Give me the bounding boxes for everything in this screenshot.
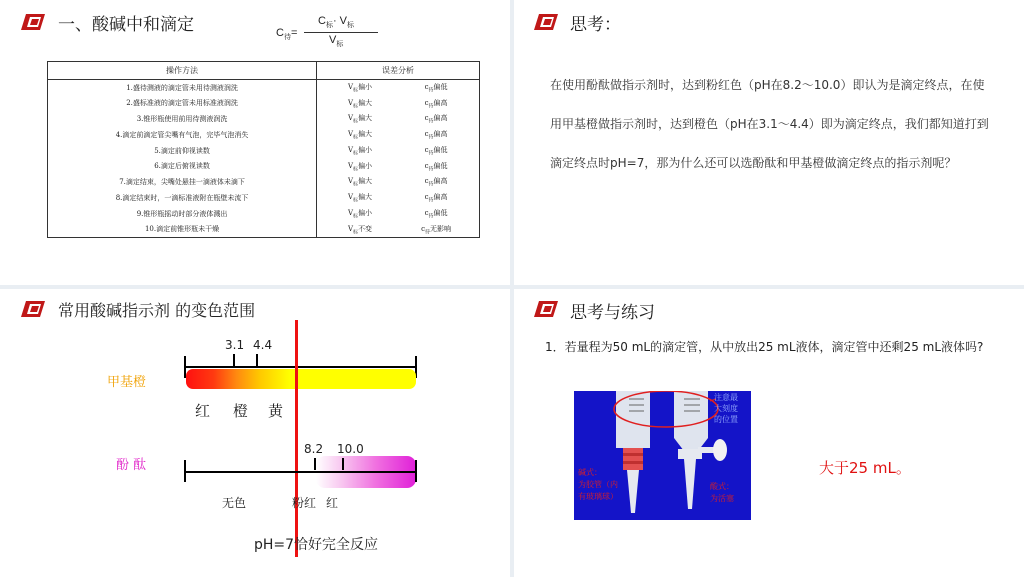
burette-illustration	[574, 391, 751, 520]
concentration-effect: $c_待$偏高	[424, 130, 448, 141]
svg-text:碱式：: 碱式：	[578, 468, 602, 477]
concentration-effect: $c_待$偏高	[424, 114, 448, 125]
svg-text:为活塞: 为活塞	[710, 494, 734, 503]
methyl-orange-color-bar	[186, 369, 416, 389]
volume-effect: $V_标$偏小	[347, 145, 373, 157]
color-pink: 粉红	[292, 496, 317, 510]
analysis-cell	[317, 158, 480, 174]
phenolphthalein-low: 8.2	[304, 442, 324, 456]
table-row	[48, 95, 480, 111]
panel-practice	[514, 289, 1024, 577]
concentration-effect: $c_待$偏低	[424, 209, 448, 220]
svg-text:注意最: 注意最	[714, 393, 738, 402]
color-red: 红	[326, 496, 339, 510]
methyl-orange-low: 3.1	[225, 338, 245, 352]
volume-effect: $V_标$偏大	[347, 177, 373, 188]
section-title: 思考与练习	[570, 303, 655, 323]
axis-tick	[314, 458, 316, 470]
method-cell: 9.锥形瓶摇动时部分液体溅出	[48, 206, 317, 222]
concentration-effect: $c_待$无影响	[421, 224, 451, 236]
volume-effect: $V_标$偏大	[347, 114, 373, 125]
table-row	[48, 174, 480, 190]
svg-text:酸式：: 酸式：	[710, 482, 734, 491]
axis-tick	[184, 460, 186, 482]
color-colorless: 无色	[222, 496, 247, 510]
table-row	[48, 158, 480, 174]
page-title: 一、酸碱中和滴定	[58, 15, 194, 35]
color-yellow: 黄	[268, 402, 284, 420]
method-cell: 7.滴定结束，尖嘴处悬挂一滴液体未滴下	[48, 174, 317, 190]
axis-tick	[233, 354, 235, 366]
table-row	[48, 111, 480, 127]
section-title: 常用酸碱指示剂 的变色范围	[58, 301, 256, 320]
slide-bullet-icon	[21, 12, 45, 32]
volume-effect: $V_标$偏小	[347, 209, 373, 220]
question-text: 1．若量程为50 mL的滴定管，从中放出25 mL液体，滴定管中还剩25 mL液体吗?	[545, 340, 984, 354]
concentration-effect: $c_待$偏高	[424, 98, 448, 109]
analysis-cell	[317, 222, 480, 238]
method-cell: 4.滴定前滴定管尖嘴有气泡，完毕气泡消失	[48, 127, 317, 143]
methyl-orange-axis	[185, 366, 417, 368]
table-header-row	[48, 62, 480, 80]
svg-text:有玻璃球）: 有玻璃球）	[578, 492, 618, 501]
method-cell: 6.滴定后俯视读数	[48, 158, 317, 174]
concentration-effect: $c_待$偏低	[424, 145, 448, 157]
table-row	[48, 143, 480, 159]
section-title: 思考：	[570, 15, 621, 35]
concentration-effect: $c_待$偏低	[424, 82, 448, 94]
concentration-effect: $c_待$偏低	[424, 161, 448, 173]
answer-text: 大于25 mL。	[819, 459, 911, 477]
burette-photo	[574, 391, 751, 520]
slide-bullet-icon	[21, 299, 45, 319]
method-cell: 10.滴定前锥形瓶未干燥	[48, 222, 317, 238]
method-cell: 5.滴定前仰视读数	[48, 143, 317, 159]
volume-effect: $V_标$偏小	[347, 82, 373, 94]
column-header-method: 操作方法	[48, 62, 317, 80]
table-row	[48, 206, 480, 222]
volume-effect: $V_标$偏大	[347, 98, 373, 109]
methyl-orange-label: 甲基橙	[107, 375, 147, 390]
formula	[276, 10, 396, 50]
axis-tick	[256, 354, 258, 366]
analysis-cell	[317, 95, 480, 111]
analysis-cell	[317, 80, 480, 96]
method-cell: 1.盛待测液的滴定管未用待测液润洗	[48, 80, 317, 96]
svg-text:为胶管（内: 为胶管（内	[578, 480, 618, 489]
panel-indicator-ranges	[0, 289, 510, 577]
volume-effect: $V_标$偏大	[347, 193, 373, 204]
formula-denominator: $V_标$	[329, 34, 344, 49]
panel-titration	[0, 0, 510, 285]
table-row	[48, 222, 480, 238]
axis-tick	[342, 458, 344, 470]
analysis-cell	[317, 174, 480, 190]
analysis-cell	[317, 111, 480, 127]
analysis-cell	[317, 190, 480, 206]
error-analysis-table	[47, 61, 480, 238]
analysis-cell	[317, 143, 480, 159]
concentration-effect: $c_待$偏高	[424, 193, 448, 204]
phenolphthalein-high: 10.0	[337, 442, 364, 456]
analysis-cell	[317, 127, 480, 143]
analysis-cell	[317, 206, 480, 222]
question-paragraph: 在使用酚酞做指示剂时，达到粉红色（pH在8.2～10.0）即认为是滴定终点，在使用甲基橙做指示剂时，达到橙色（pH在3.1～4.4）即为滴定终点，我们都知道打到滴定终点时pH=7，那为什么还可以选酚酞和甲基橙做滴定终点的指示剂呢？	[550, 78, 989, 170]
volume-effect: $V_标$不变	[347, 224, 373, 236]
formula-numerator: $C_标\cdot V_标$	[318, 15, 355, 30]
table-row	[48, 190, 480, 206]
column-header-analysis: 误差分析	[317, 62, 480, 80]
phenolphthalein-axis	[185, 471, 417, 473]
color-red: 红	[195, 402, 211, 420]
methyl-orange-high: 4.4	[253, 338, 273, 352]
formula-lhs: $C_待=$	[276, 27, 298, 42]
axis-tick	[415, 460, 417, 482]
ph7-line	[295, 320, 298, 557]
concentration-effect: $c_待$偏高	[424, 177, 448, 188]
fraction-line	[304, 32, 378, 33]
method-cell: 8.滴定结束时，一滴标准液附在瓶壁未流下	[48, 190, 317, 206]
ph7-note: pH=7恰好完全反应	[254, 537, 379, 553]
volume-effect: $V_标$偏小	[347, 161, 373, 173]
phenolphthalein-label: 酚 酞	[116, 458, 147, 473]
panel-think	[514, 0, 1024, 285]
color-orange: 橙	[233, 402, 249, 420]
table-row	[48, 80, 480, 96]
table-row	[48, 127, 480, 143]
svg-text:的位置: 的位置	[714, 415, 738, 424]
method-cell: 2.盛标准液的滴定管未用标准液润洗	[48, 95, 317, 111]
volume-effect: $V_标$偏大	[347, 130, 373, 141]
svg-text:大刻度: 大刻度	[714, 404, 738, 413]
method-cell: 3.锥形瓶使用前用待测液润洗	[48, 111, 317, 127]
slide-bullet-icon	[534, 299, 558, 319]
slide-bullet-icon	[534, 12, 558, 32]
